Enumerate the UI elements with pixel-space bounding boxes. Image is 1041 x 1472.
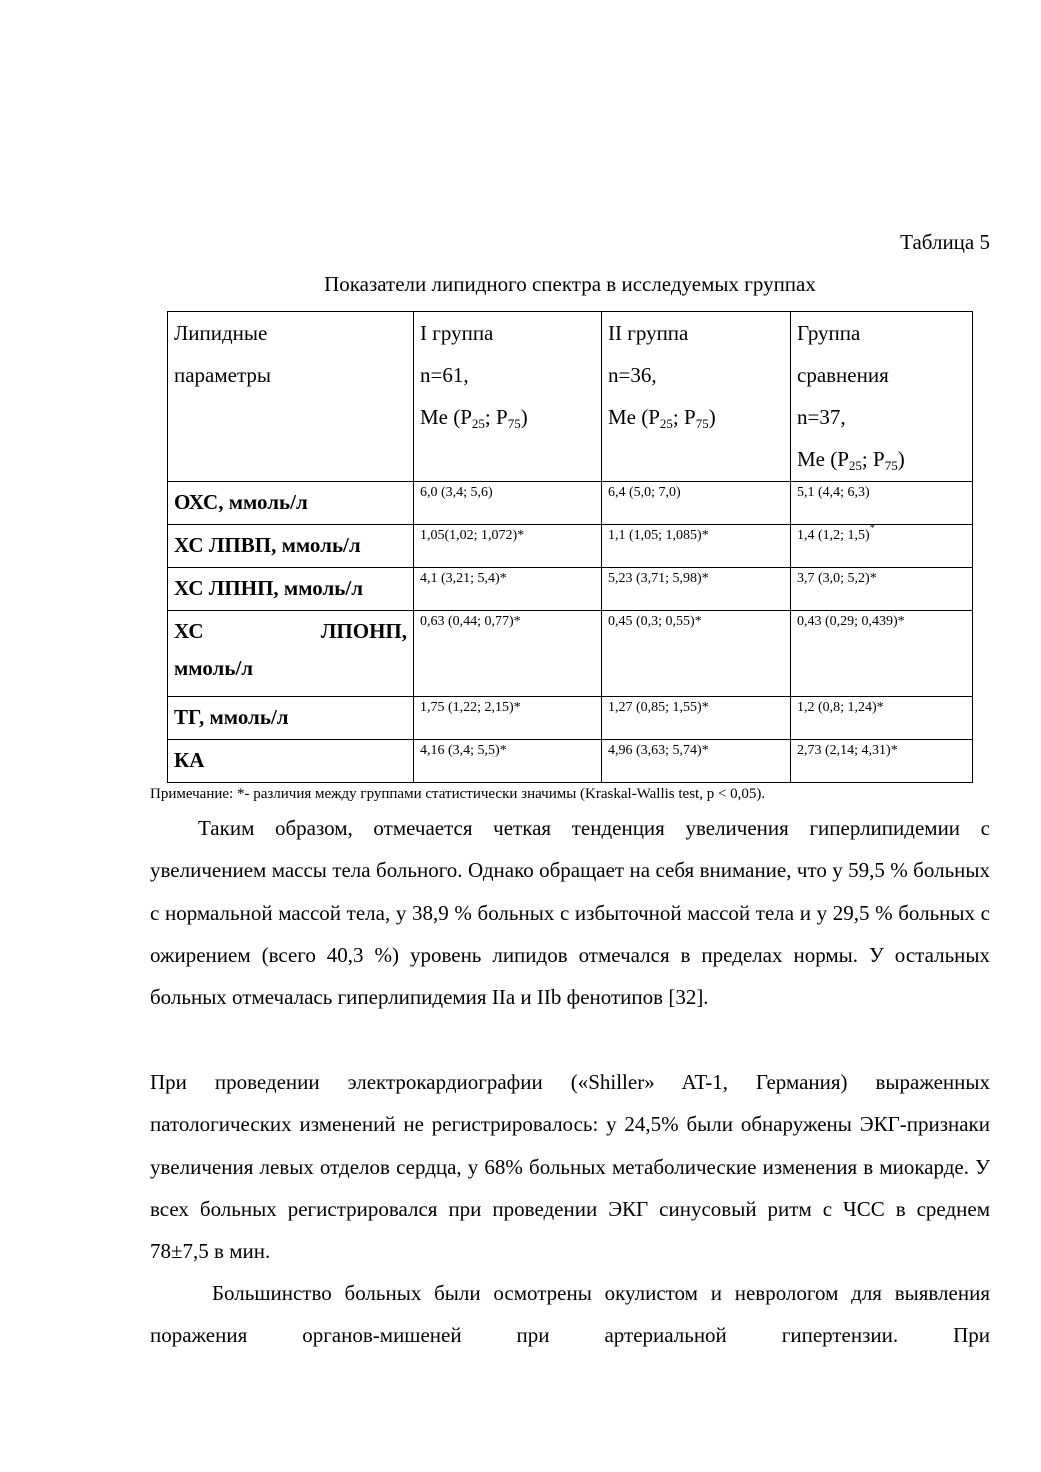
header-cell-group-1: [414, 312, 602, 482]
value-cell: 1,1 (1,05; 1,085)*: [602, 525, 791, 568]
param-cell: ТГ, ммоль/л: [168, 697, 414, 740]
header-text: Липидные: [174, 321, 268, 345]
value-cell: 4,16 (3,4; 5,5)*: [414, 740, 602, 783]
value-cell: 0,43 (0,29; 0,439)*: [791, 611, 973, 697]
value-cell: 5,1 (4,4; 6,3): [791, 482, 973, 525]
header-text: n=36,: [608, 363, 657, 387]
table-footnote: Примечание: *- различия между группами статистически значимы (Kraskal-Wallis test, p < 0,05).: [150, 786, 766, 802]
table-row: [168, 611, 973, 697]
lipid-spectrum-table: [167, 311, 973, 783]
param-cell: КА: [168, 740, 414, 783]
header-text: I группа: [420, 321, 494, 345]
param-cell: ХС ЛПОНП, ммоль/л: [168, 611, 414, 697]
header-text: параметры: [174, 363, 272, 387]
header-cell-parameters: [168, 312, 414, 482]
header-text: Группа: [797, 321, 861, 345]
value-cell: 5,23 (3,71; 5,98)*: [602, 568, 791, 611]
header-median: Me ($P_{25}$; $P_{75}$): [797, 447, 905, 473]
paragraph-text: Таким образом, отмечается четкая тенденция увеличения гиперлипидемии с увеличением массы тела больного. Однако обращает на себя внимание, что у 59,5 % больных с нормальной массой тела, у 38,9 % больных с избыточной массой тела и у 29,5 % больных с ожирением (всего 40,3 %) уровень липидов отмечался в пределах нормы. У остальных больных отмечалась гиперлипидемия IIa и IIb фенотипов [32].: [150, 816, 990, 1010]
paragraph-text: При проведении электрокардиографии («Shiller» AT-1, Германия) выраженных патологических изменений не регистрировалось: у 24,5% были обнаружены ЭКГ-признаки увеличения левых отделов сердца, у 68% больных метаболические изменения в миокарде. У всех больных регистрировался при проведении ЭКГ синусовый ритм с ЧСС в среднем 78±7,5 в мин.: [150, 1070, 990, 1264]
value-cell: 2,73 (2,14; 4,31)*: [791, 740, 973, 783]
body-paragraph-2: [150, 1061, 990, 1272]
header-median: Me ($P_{25}$; $P_{75}$): [420, 405, 528, 431]
header-median: Me ($P_{25}$; $P_{75}$): [608, 405, 716, 431]
table-row: [168, 525, 973, 568]
param-cell: ХС ЛПВП, ммоль/л: [168, 525, 414, 568]
table-row: [168, 568, 973, 611]
value-cell: 3,7 (3,0; 5,2)*: [791, 568, 973, 611]
value-cell: 4,96 (3,63; 5,74)*: [602, 740, 791, 783]
header-text: II группа: [608, 321, 689, 345]
table-header-row: [168, 312, 973, 482]
param-cell: ХС ЛПНП, ммоль/л: [168, 568, 414, 611]
value-cell: 4,1 (3,21; 5,4)*: [414, 568, 602, 611]
header-cell-comparison-group: [791, 312, 973, 482]
value-cell: 0,45 (0,3; 0,55)*: [602, 611, 791, 697]
table-row: [168, 697, 973, 740]
body-paragraph-3: [150, 1272, 990, 1357]
header-text: сравнения: [797, 363, 889, 387]
value-cell: 1,05(1,02; 1,072)*: [414, 525, 602, 568]
header-text: n=61,: [420, 363, 469, 387]
table-caption: Показатели липидного спектра в исследуемых группах: [324, 272, 816, 296]
param-cell: ОХС, ммоль/л: [168, 482, 414, 525]
body-paragraph-1: [150, 807, 990, 1018]
table-number-label: Таблица 5: [900, 230, 990, 254]
value-cell: 6,4 (5,0; 7,0): [602, 482, 791, 525]
value-cell: 1,2 (0,8; 1,24)*: [791, 697, 973, 740]
value-cell: 1,27 (0,85; 1,55)*: [602, 697, 791, 740]
table-row: [168, 482, 973, 525]
value-cell: 1,75 (1,22; 2,15)*: [414, 697, 602, 740]
paragraph-text: Большинство больных были осмотрены окулистом и неврологом для выявления поражения органов-мишеней при артериальной гипертензии. При: [150, 1281, 990, 1348]
value-cell: 1,4 (1,2; 1,5)*: [791, 525, 973, 568]
value-cell: 0,63 (0,44; 0,77)*: [414, 611, 602, 697]
header-cell-group-2: [602, 312, 791, 482]
table-row: [168, 740, 973, 783]
value-cell: 6,0 (3,4; 5,6): [414, 482, 602, 525]
header-text: n=37,: [797, 405, 846, 429]
